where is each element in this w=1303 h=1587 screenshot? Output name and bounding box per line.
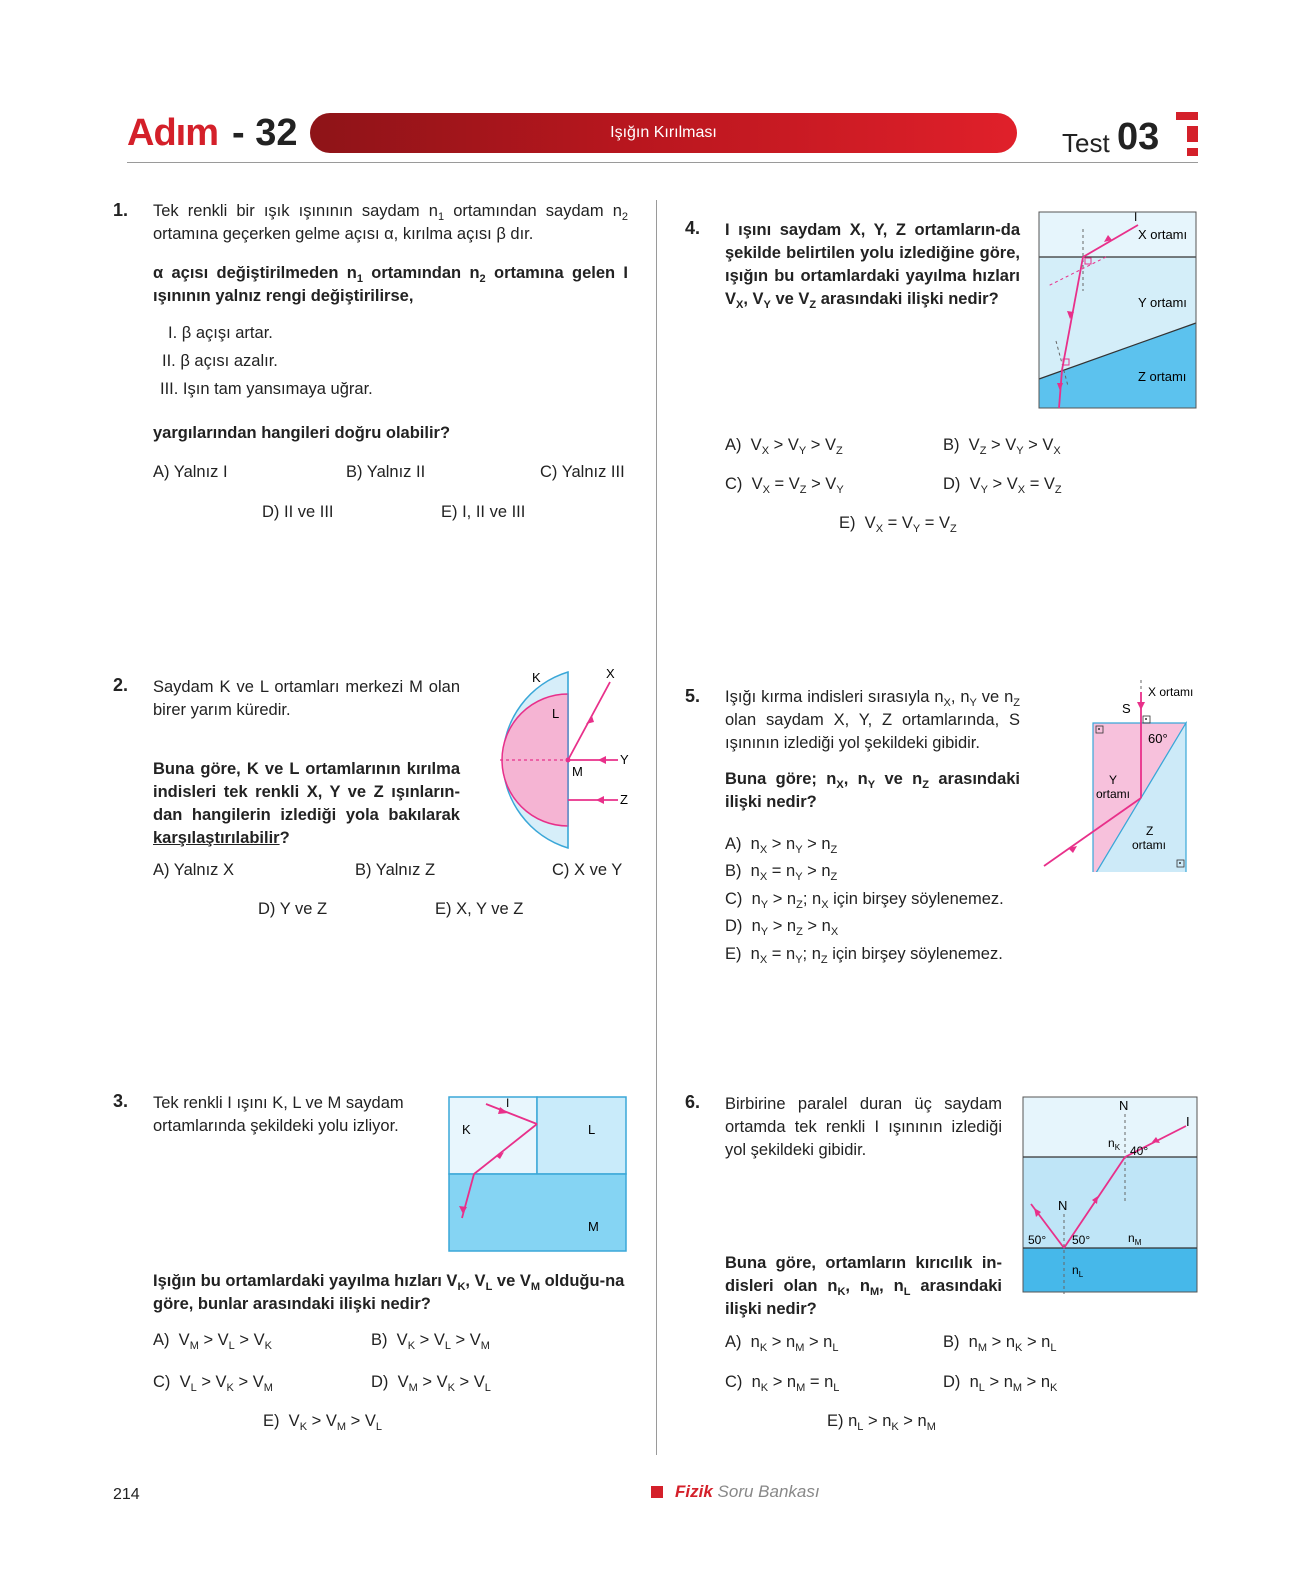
q6-fig-label-i: I [1186, 1114, 1190, 1129]
column-divider [656, 200, 657, 1455]
q5-figure [1040, 680, 1200, 872]
q5-fig-label-x: X ortamı [1148, 685, 1194, 699]
q6-fig-angle-50b: 50° [1072, 1233, 1091, 1247]
q3-option-b[interactable]: B) $V_K > V_L > V_M$ [371, 1331, 490, 1352]
test-number: 03 [1117, 116, 1160, 158]
q1-statement-2: II. β açısı azalır. [162, 352, 278, 370]
q2-question: Buna göre, K ve L ortamlarının kırılma indisleri tek renkli X, Y ve Z ışınların-dan hangilerin izlediği yola bakılarak karşılaştırılabilir? [153, 760, 460, 847]
q2-option-c[interactable]: C) X ve Y [552, 861, 623, 879]
q5-option-b[interactable]: B) $n_X = n_Y > n_Z$ [725, 862, 838, 883]
q1-option-e[interactable]: E) I, II ve III [441, 503, 526, 521]
q1-statement-1: I. β açışı artar. [168, 324, 273, 342]
q5-question: Buna göre; $n_X$, $n_Y$ ve $n_Z$ arasındaki ilişki nedir? [725, 770, 1021, 811]
q6-fig-label-n1: N [1119, 1098, 1129, 1113]
q3-fig-label-l: L [588, 1122, 596, 1137]
q4-fig-label-y: Y ortamı [1138, 295, 1187, 310]
q2-option-b[interactable]: B) Yalnız Z [355, 861, 436, 879]
q4-fig-label-z: Z ortamı [1138, 369, 1187, 384]
q5-option-c[interactable]: C) $n_Y > n_Z$; $n_X$ için birşey söylenemez. [725, 890, 1004, 911]
header-rule [127, 162, 1198, 163]
q1-condition: α açısı değiştirilmeden $n_1$ ortamından $n_2$ ortamına gelen I ışınının yalnız rengi değiştirilirse, [153, 264, 629, 305]
q1-question: yargılarından hangileri doğru olabilir? [153, 424, 451, 442]
q2-fig-label-x: X [606, 668, 615, 681]
q1-stem: Tek renkli bir ışık ışınının saydam $n_1$ ortamından saydam $n_2$ ortamına geçerken gelme açısı α, kırılma açısı β dır. [153, 202, 629, 243]
topic-banner: Işığın Kırılması [310, 113, 1017, 153]
q5-fig-label-y2: ortamı [1096, 787, 1131, 801]
q6-stem: Birbirine paralel duran üç saydam ortamda tek renkli I ışınının izlediği yol şekildeki gibidir. [725, 1095, 1002, 1159]
q6-option-b[interactable]: B) $n_M > n_K > n_L$ [943, 1333, 1057, 1354]
q3-question: Işığın bu ortamlardaki yayılma hızları $V_K$, $V_L$ ve $V_M$ olduğu-na göre, bunlar arasındaki ilişki nedir? [153, 1272, 625, 1313]
q5-fig-label-z2: ortamı [1132, 838, 1167, 852]
q6-fig-label-nm: $n_M$ [1128, 1231, 1142, 1247]
q1-option-a[interactable]: A) Yalnız I [153, 463, 228, 481]
q4-option-b[interactable]: B) $V_Z > V_Y > V_X$ [943, 436, 1061, 457]
adim-number: - 32 [232, 112, 298, 154]
q6-question: Buna göre, ortamların kırıcılık in-disleri olan $n_K$, $n_M$, $n_L$ arasındaki ilişki nedir? [725, 1254, 1002, 1318]
q6-option-c[interactable]: C) $n_K > n_M = n_L$ [725, 1373, 840, 1394]
q5-option-a[interactable]: A) $n_X > n_Y > n_Z$ [725, 835, 838, 856]
q4-question: I ışını saydam X, Y, Z ortamların-da şekilde belirtilen yolu izlediğine göre, ışığın bu ortamlardaki yayılma hızları $V_X$, $V_Y$ ve $V_Z$ arasındaki ilişki nedir? [725, 221, 1020, 311]
q6-fig-angle-50a: 50° [1028, 1233, 1047, 1247]
q3-option-a[interactable]: A) $V_M > V_L > V_K$ [153, 1331, 272, 1352]
q2-fig-label-z: Z [620, 792, 628, 807]
q3-number: 3. [113, 1091, 129, 1111]
q4-number: 4. [685, 218, 701, 238]
q6-option-a[interactable]: A) $n_K > n_M > n_L$ [725, 1333, 839, 1354]
q3-option-e[interactable]: E) $V_K > V_M > V_L$ [263, 1412, 382, 1433]
q2-fig-label-m: M [572, 764, 583, 779]
q4-option-a[interactable]: A) $V_X > V_Y > V_Z$ [725, 436, 843, 457]
publisher-logo-icon [1176, 112, 1198, 156]
q6-option-e[interactable]: E) $n_L > n_K > n_M$ [827, 1412, 936, 1433]
q3-fig-label-k: K [462, 1122, 471, 1137]
q6-figure [1022, 1096, 1199, 1294]
q2-number: 2. [113, 675, 129, 695]
q4-option-e[interactable]: E) $V_X = V_Y = V_Z$ [839, 514, 957, 535]
q6-fig-angle-40: 40° [1130, 1144, 1149, 1158]
footer-square-icon [651, 1486, 663, 1498]
q5-option-e[interactable]: E) $n_X = n_Y$; $n_Z$ için birşey söylenemez. [725, 945, 1003, 966]
q1-option-d[interactable]: D) II ve III [262, 503, 334, 521]
q5-stem: Işığı kırma indisleri sırasıyla $n_X$, $n_Y$ ve $n_Z$ olan saydam X, Y, Z ortamlarında, S ışınının izlediği yol şekildeki gibidir. [725, 688, 1020, 752]
q5-fig-label-y1: Y [1109, 773, 1118, 787]
q2-figure [470, 668, 635, 853]
q6-fig-label-n2: N [1058, 1198, 1068, 1213]
q4-option-c[interactable]: C) $V_X = V_Z > V_Y$ [725, 475, 844, 496]
q3-option-d[interactable]: D) $V_M > V_K > V_L$ [371, 1373, 491, 1394]
test-label: Test [1062, 128, 1110, 158]
footer-book-title: Fizik Soru Bankası [675, 1482, 820, 1501]
page-number: 214 [113, 1486, 140, 1503]
q1-statement-3: III. Işın tam yansımaya uğrar. [160, 380, 373, 398]
q2-fig-label-k: K [532, 670, 541, 685]
q4-fig-label-x: X ortamı [1138, 227, 1188, 242]
q2-fig-label-l: L [552, 706, 560, 721]
q5-fig-angle: 60° [1148, 731, 1168, 746]
q3-fig-label-m: M [588, 1219, 599, 1234]
q3-stem: Tek renkli I ışını K, L ve M saydam ortamlarında şekildeki yolu izliyor. [153, 1094, 404, 1135]
q5-number: 5. [685, 686, 701, 706]
q5-fig-label-z1: Z [1146, 824, 1154, 838]
q6-number: 6. [685, 1092, 701, 1112]
q2-fig-label-y: Y [620, 752, 629, 767]
q2-option-e[interactable]: E) X, Y ve Z [435, 900, 524, 918]
q1-option-b[interactable]: B) Yalnız II [346, 463, 426, 481]
q2-option-d[interactable]: D) Y ve Z [258, 900, 328, 918]
q6-fig-label-nl: $n_L$ [1072, 1263, 1084, 1279]
q5-fig-label-s: S [1122, 701, 1131, 716]
adim-logo: Adım [127, 112, 218, 154]
q2-option-a[interactable]: A) Yalnız X [153, 861, 235, 879]
q3-fig-label-i: I [506, 1096, 510, 1110]
q1-number: 1. [113, 200, 129, 220]
q4-option-d[interactable]: D) $V_Y > V_X = V_Z$ [943, 475, 1062, 496]
q1-option-c[interactable]: C) Yalnız III [540, 463, 625, 481]
q3-figure [448, 1096, 628, 1254]
q5-option-d[interactable]: D) $n_Y > n_Z > n_X$ [725, 917, 839, 938]
q6-option-d[interactable]: D) $n_L > n_M > n_K$ [943, 1373, 1058, 1394]
q3-option-c[interactable]: C) $V_L > V_K > V_M$ [153, 1373, 273, 1394]
q4-figure [1038, 211, 1198, 411]
q4-fig-label-i: I [1134, 211, 1138, 224]
q6-fig-label-nk: $n_K$ [1108, 1136, 1121, 1152]
q2-stem: Saydam K ve L ortamları merkezi M olan birer yarım küredir. [153, 678, 460, 719]
